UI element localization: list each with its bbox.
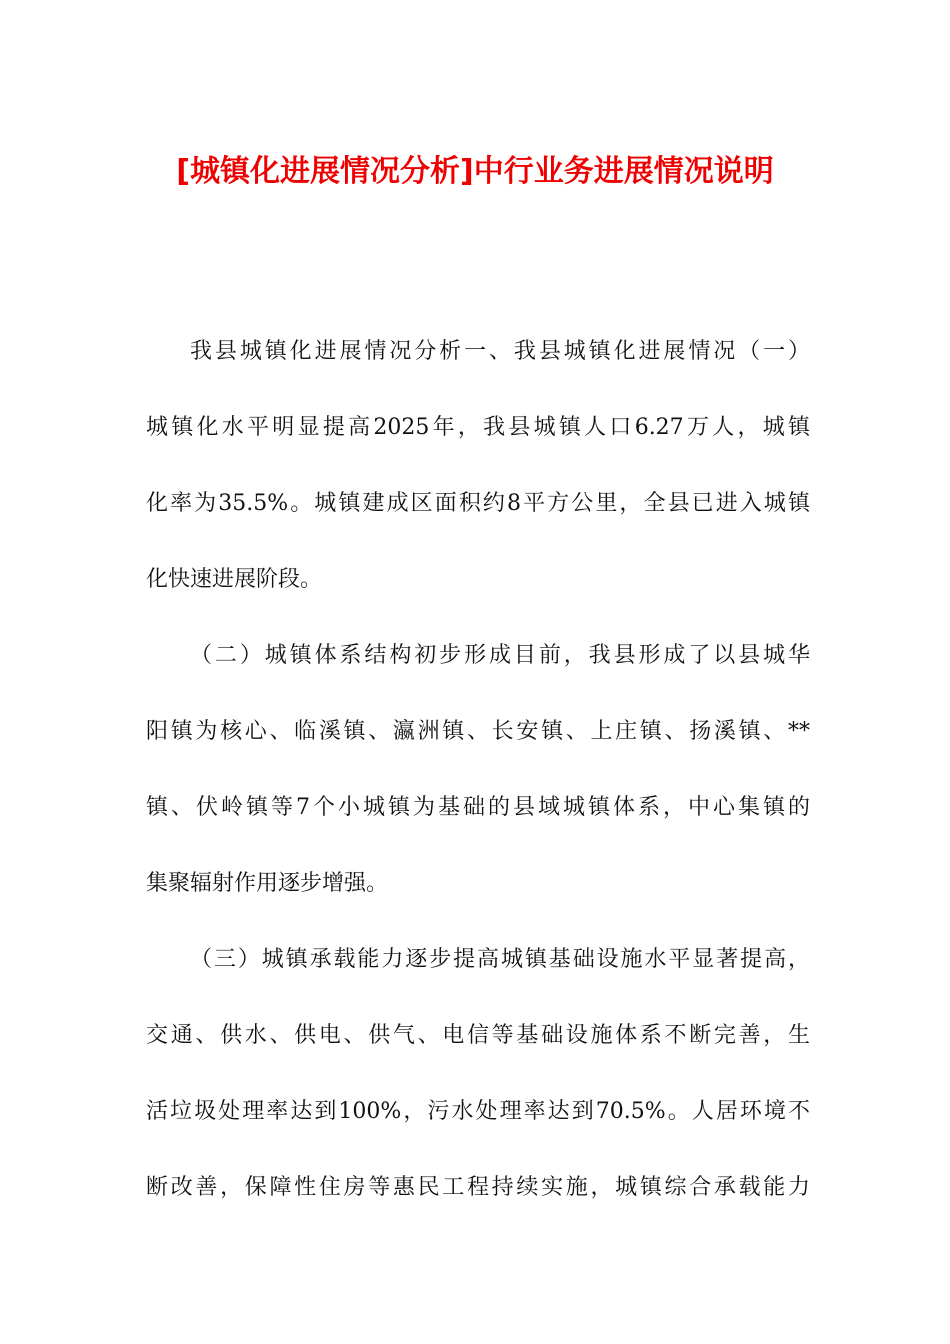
paragraph-line: 集聚辐射作用逐步增强。 — [146, 871, 389, 896]
paragraph-line: 我县城镇化进展情况分析一、我县城镇化进展情况（一） — [190, 339, 810, 364]
paragraph-line: 化快速进展阶段。 — [146, 567, 323, 592]
paragraph-line: 交通、供水、供电、供气、电信等基础设施体系不断完善，生 — [146, 1023, 810, 1048]
paragraph-line: 阳镇为核心、临溪镇、瀛洲镇、长安镇、上庄镇、扬溪镇、** — [146, 719, 810, 744]
paragraph-line: 活垃圾处理率达到100%，污水处理率达到70.5%。人居环境不 — [146, 1099, 810, 1124]
paragraph-2 — [146, 630, 810, 934]
paragraph-1 — [146, 326, 810, 630]
paragraph-line: （三）城镇承载能力逐步提高城镇基础设施水平显著提高， — [190, 947, 810, 972]
paragraph-line: 化率为35.5%。城镇建成区面积约8平方公里，全县已进入城镇 — [146, 491, 810, 516]
paragraph-line: 城镇化水平明显提高2025年，我县城镇人口6.27万人，城镇 — [146, 415, 810, 440]
paragraph-3 — [146, 934, 810, 1238]
document-body — [146, 326, 810, 1238]
paragraph-line: 镇、伏岭镇等7个小城镇为基础的县域城镇体系，中心集镇的 — [146, 795, 810, 820]
paragraph-line: 断改善，保障性住房等惠民工程持续实施，城镇综合承载能力 — [146, 1175, 810, 1200]
document-title: [城镇化进展情况分析]中行业务进展情况说明 — [176, 154, 774, 189]
paragraph-line: （二）城镇体系结构初步形成目前，我县形成了以县城华 — [190, 643, 810, 668]
